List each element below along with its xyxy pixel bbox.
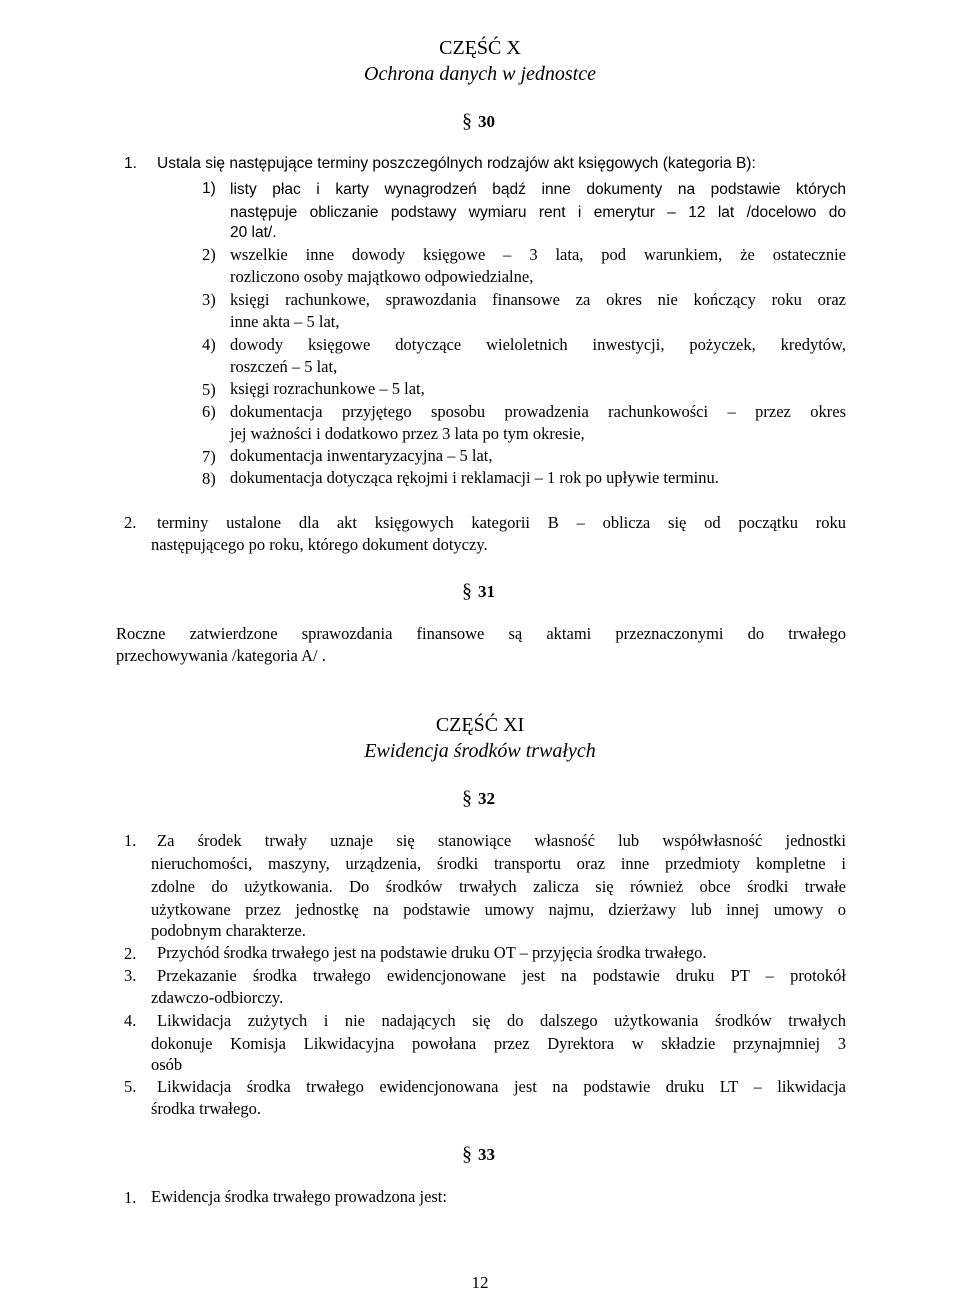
item-text: Ustala się następujące terminy poszczególnych rodzajów akt księgowych (kategoria B):	[157, 155, 756, 172]
sub-item-line: dowody księgowe dotyczące wieloletnich inwestycji, pożyczek, kredytów,	[230, 335, 846, 354]
section-31-text	[116, 623, 846, 646]
item-line: terminy ustalone dla akt księgowych kategorii B – oblicza się od początku roku	[157, 513, 846, 532]
part-title: CZĘŚĆ X	[439, 37, 521, 59]
sub-item-line: księgi rozrachunkowe – 5 lat,	[230, 379, 425, 398]
sub-item-line: dokumentacja dotycząca rękojmi i reklamacji – 1 rok po upływie terminu.	[230, 468, 719, 487]
sub-item-1-cont	[230, 202, 846, 225]
item-line: zdawczo-odbiorczy.	[151, 988, 284, 1007]
section-symbol: §	[462, 1143, 472, 1165]
sub-item-number: 1)	[202, 180, 216, 197]
sub-item-number: 8)	[202, 469, 216, 488]
item-line: Likwidacja zużytych i nie nadających się do dalszego użytkowania środków trwałych	[157, 1011, 846, 1030]
item-line: Przekazanie środka trwałego ewidencjonowane jest na podstawie druku PT – protokół	[157, 966, 846, 985]
section-symbol: §	[462, 110, 472, 132]
sub-item-number: 6)	[202, 402, 216, 421]
item-line: Likwidacja środka trwałego ewidencjonowana jest na podstawie druku LT – likwidacja	[157, 1077, 846, 1096]
item-number: 2.	[124, 513, 137, 532]
sub-item-line: listy płac i karty wynagrodzeń bądź inne dokumenty na podstawie których	[230, 181, 846, 198]
section-number: 31	[478, 582, 495, 601]
item-number: 5.	[124, 1077, 137, 1096]
item-line: następującego po roku, którego dokument dotyczy.	[151, 535, 488, 554]
sub-item-line: roszczeń – 5 lat,	[230, 357, 338, 376]
sub-item-line: inne akta – 5 lat,	[230, 312, 340, 331]
item-line: Ewidencja środka trwałego prowadzona jest:	[151, 1187, 447, 1206]
sub-item-line: dokumentacja przyjętego sposobu prowadzenia rachunkowości – przez okres	[230, 402, 846, 421]
part-subtitle: Ochrona danych w jednostce	[364, 63, 596, 85]
sub-item-number: 7)	[202, 447, 216, 466]
section-heading-32	[462, 787, 495, 810]
section-symbol: §	[462, 787, 472, 809]
section-heading-31	[462, 580, 495, 603]
item-line: użytkowane przez jednostkę na podstawie umowy najmu, dzierżawy lub innej umowy o	[151, 900, 846, 919]
item-line: Za środek trwały uznaje się stanowiące własność lub współwłasność jednostki	[157, 831, 846, 850]
paragraph-line: przechowywania /kategoria A/ .	[116, 646, 326, 665]
item-line: podobnym charakterze.	[151, 921, 306, 940]
sub-item-number: 3)	[202, 290, 216, 309]
item-number: 1.	[124, 831, 137, 850]
item-1-cont	[151, 853, 846, 876]
section-symbol: §	[462, 580, 472, 602]
sub-item-2	[230, 244, 846, 267]
item-number: 2.	[124, 944, 137, 963]
page-number: 12	[471, 1273, 489, 1292]
section-number: 32	[478, 789, 495, 808]
item-line: Przychód środka trwałego jest na podstawie druku OT – przyjęcia środka trwałego.	[157, 943, 707, 962]
sub-item-4	[230, 334, 846, 357]
sub-item-number: 4)	[202, 335, 216, 354]
item-3	[157, 965, 846, 988]
paragraph-line: Roczne zatwierdzone sprawozdania finansowe są aktami przeznaczonymi do trwałego	[116, 624, 846, 643]
item-4-cont	[151, 1033, 846, 1056]
item-4	[157, 1010, 846, 1033]
item-2	[157, 512, 846, 535]
section-heading-30	[462, 110, 495, 133]
item-line: dokonuje Komisja Likwidacyjna powołana przez Dyrektora w składzie przynajmniej 3	[151, 1034, 846, 1053]
sub-item-3	[230, 289, 846, 312]
item-5	[157, 1076, 846, 1099]
sub-item-line: 20 lat/.	[230, 224, 277, 241]
item-number: 4.	[124, 1011, 137, 1030]
section-number: 30	[478, 112, 495, 131]
part-subtitle: Ewidencja środków trwałych	[364, 740, 596, 762]
section-number: 33	[478, 1145, 495, 1164]
sub-item-1	[230, 179, 846, 202]
sub-item-line: wszelkie inne dowody księgowe – 3 lata, pod warunkiem, że ostatecznie	[230, 245, 846, 264]
sub-item-6	[230, 401, 846, 424]
sub-item-line: jej ważności i dodatkowo przez 3 lata po tym okresie,	[230, 424, 585, 443]
item-number: 3.	[124, 966, 137, 985]
item-line: osób	[151, 1055, 183, 1074]
item-number: 1.	[124, 1188, 137, 1207]
sub-item-line: rozliczono osoby majątkowo odpowiedzialne,	[230, 267, 534, 286]
sub-item-line: dokumentacja inwentaryzacyjna – 5 lat,	[230, 446, 493, 465]
item-line: nieruchomości, maszyny, urządzenia, środki transportu oraz inne przedmioty kompletne i	[151, 854, 846, 873]
sub-item-line: następuje obliczanie podstawy wymiaru rent i emerytur – 12 lat /docelowo do	[230, 204, 846, 221]
item-1	[157, 830, 846, 853]
sub-item-number: 2)	[202, 245, 216, 264]
sub-item-line: księgi rachunkowe, sprawozdania finansowe za okres nie kończący roku oraz	[230, 290, 846, 309]
item-1-cont	[151, 876, 846, 899]
item-line: zdolne do użytkowania. Do środków trwałych zalicza się również obce środki trwałe	[151, 877, 846, 896]
item-number: 1.	[124, 155, 137, 172]
item-line: środka trwałego.	[151, 1099, 261, 1118]
sub-item-number: 5)	[202, 380, 216, 399]
item-1-cont	[151, 899, 846, 922]
part-title: CZĘŚĆ XI	[435, 714, 525, 736]
section-heading-33	[462, 1143, 495, 1166]
